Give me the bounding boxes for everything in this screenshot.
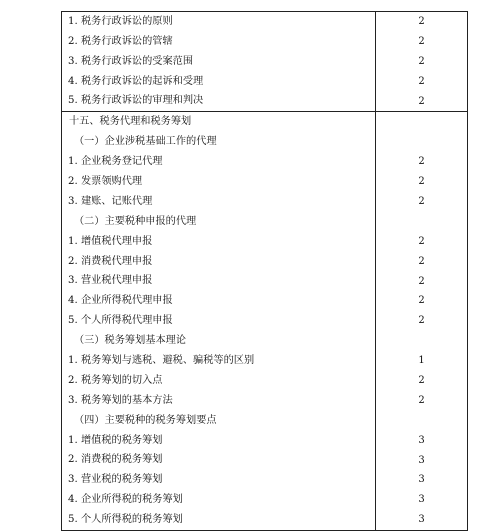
topic-cell: 3. 营业税的税务筹划 bbox=[62, 470, 376, 490]
topic-cell: （四）主要税种的税务筹划要点 bbox=[62, 411, 376, 431]
hours-cell: 2 bbox=[418, 394, 425, 406]
table-row bbox=[62, 451, 467, 471]
hours-cell: 2 bbox=[418, 15, 425, 27]
topic-cell: （三）税务筹划基本理论 bbox=[62, 331, 376, 351]
hours-cell: 2 bbox=[418, 315, 425, 327]
topic-cell: 3. 营业税代理申报 bbox=[62, 272, 376, 292]
table-row bbox=[62, 92, 467, 112]
hours-cell: 3 bbox=[418, 474, 425, 486]
hours-cell: 3 bbox=[418, 454, 425, 466]
table-row bbox=[62, 72, 467, 92]
table-row bbox=[62, 431, 467, 451]
hours-cell: 2 bbox=[418, 35, 425, 47]
hours-cell: 2 bbox=[418, 235, 425, 247]
topic-cell: 1. 税务筹划与逃税、避税、骗税等的区别 bbox=[62, 351, 376, 371]
table-row bbox=[62, 510, 467, 530]
topic-cell: 1. 税务行政诉讼的原则 bbox=[62, 12, 376, 32]
table-row bbox=[62, 311, 467, 331]
topic-cell: 2. 税务行政诉讼的管辖 bbox=[62, 32, 376, 52]
hours-cell: 2 bbox=[418, 95, 425, 107]
table-row bbox=[62, 172, 467, 192]
topic-cell: （二）主要税种申报的代理 bbox=[62, 212, 376, 232]
table-row bbox=[62, 490, 467, 510]
syllabus-table bbox=[61, 11, 468, 531]
hours-cell: 2 bbox=[418, 75, 425, 87]
hours-cell: 2 bbox=[418, 176, 425, 188]
hours-cell: 2 bbox=[418, 295, 425, 307]
hours-cell: 2 bbox=[418, 195, 425, 207]
table-row bbox=[62, 291, 467, 311]
hours-cell: 2 bbox=[418, 255, 425, 267]
hours-cell: 3 bbox=[418, 514, 425, 526]
topic-cell: 1. 增值税的税务筹划 bbox=[62, 431, 376, 451]
topic-cell: 2. 发票领购代理 bbox=[62, 172, 376, 192]
topic-cell: 2. 消费税代理申报 bbox=[62, 252, 376, 272]
topic-cell: 1. 增值税代理申报 bbox=[62, 232, 376, 252]
topic-cell: 3. 税务筹划的基本方法 bbox=[62, 391, 376, 411]
hours-cell: 2 bbox=[418, 156, 425, 168]
table-row bbox=[62, 152, 467, 172]
hours-cell: 2 bbox=[418, 55, 425, 67]
hours-cell: 1 bbox=[418, 355, 425, 367]
table-row bbox=[62, 32, 467, 52]
hours-cell: 3 bbox=[418, 494, 425, 506]
hours-cell: 2 bbox=[418, 275, 425, 287]
topic-cell: 2. 税务筹划的切入点 bbox=[62, 371, 376, 391]
table-row bbox=[62, 252, 467, 272]
topic-cell: 5. 个人所得税的税务筹划 bbox=[62, 510, 376, 530]
topic-cell: （一）企业涉税基础工作的代理 bbox=[62, 132, 376, 152]
topic-cell: 1. 企业税务登记代理 bbox=[62, 152, 376, 172]
table-section bbox=[61, 11, 468, 111]
table-row bbox=[62, 52, 467, 72]
table-section bbox=[61, 111, 468, 531]
topic-cell: 3. 税务行政诉讼的受案范围 bbox=[62, 52, 376, 72]
topic-cell: 3. 建账、记账代理 bbox=[62, 192, 376, 212]
hours-cell: 2 bbox=[418, 374, 425, 386]
topic-cell: 十五、税务代理和税务筹划 bbox=[62, 112, 376, 132]
topic-cell: 2. 消费税的税务筹划 bbox=[62, 451, 376, 471]
table-heading-row bbox=[62, 112, 467, 132]
table-row bbox=[62, 371, 467, 391]
table-row bbox=[62, 351, 467, 371]
table-row bbox=[62, 470, 467, 490]
topic-cell: 4. 企业所得税代理申报 bbox=[62, 291, 376, 311]
table-heading-row bbox=[62, 132, 467, 152]
topic-cell: 5. 个人所得税代理申报 bbox=[62, 311, 376, 331]
table-row bbox=[62, 12, 467, 32]
table-row bbox=[62, 391, 467, 411]
topic-cell: 5. 税务行政诉讼的审理和判决 bbox=[62, 92, 376, 112]
topic-cell: 4. 企业所得税的税务筹划 bbox=[62, 490, 376, 510]
table-row bbox=[62, 232, 467, 252]
table-row bbox=[62, 272, 467, 292]
hours-cell: 3 bbox=[418, 434, 425, 446]
table-row bbox=[62, 192, 467, 212]
table-heading-row bbox=[62, 331, 467, 351]
table-heading-row bbox=[62, 212, 467, 232]
table-heading-row bbox=[62, 411, 467, 431]
topic-cell: 4. 税务行政诉讼的起诉和受理 bbox=[62, 72, 376, 92]
